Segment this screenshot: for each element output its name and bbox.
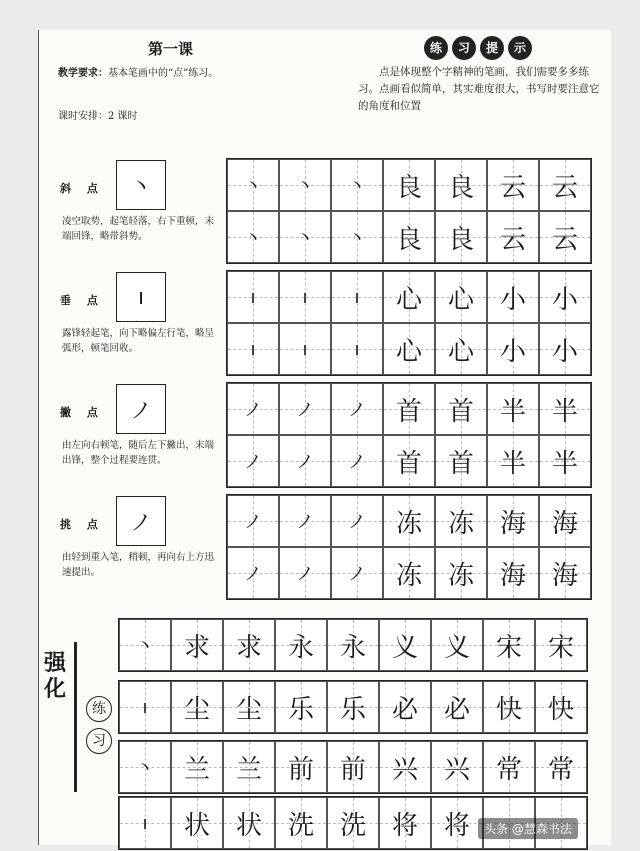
grid-glyph: 宋 [547, 632, 574, 663]
grid-glyph: 永 [287, 632, 314, 663]
grid-cell [379, 681, 431, 733]
grid-cell [279, 495, 331, 547]
grid-cell [383, 383, 435, 435]
grid-cell [435, 495, 487, 547]
grid-glyph: 心 [395, 336, 422, 367]
grid-glyph: 将 [443, 810, 470, 841]
grid-glyph: ı [250, 286, 256, 308]
grid-cell [331, 383, 383, 435]
stroke-description: 露锋轻起笔，向下略偏左行笔，略呈弧形，顿笔回收。 [62, 328, 215, 354]
stroke-sample-box: 丶 [116, 160, 166, 210]
grid-cell [431, 797, 483, 849]
grid-glyph: ノ [296, 400, 314, 421]
grid-glyph: 良 [447, 172, 474, 203]
grid-glyph: ノ [348, 452, 366, 473]
grid-glyph: 海 [551, 508, 578, 539]
stroke-sample-box: ı [116, 272, 166, 322]
grid-cell [535, 681, 587, 733]
grid-glyph: ノ [296, 512, 314, 533]
grid-glyph: 前 [287, 754, 314, 785]
lesson-title: 第一课 [148, 40, 194, 58]
grid-glyph: 常 [547, 754, 574, 785]
stroke-description: 凌空取势，起笔轻落，右下重顿，末端回锋，略带斜势。 [62, 216, 215, 242]
tip-char: 提 [480, 36, 504, 60]
grid-cell [383, 547, 435, 599]
grid-cell [227, 323, 279, 375]
grid-glyph: 义 [391, 632, 418, 663]
practice-grid [226, 270, 592, 376]
grid-cell [275, 797, 327, 849]
grid-cell [487, 495, 539, 547]
grid-glyph: 快 [547, 694, 574, 725]
grid-cell [275, 741, 327, 793]
grid-cell [539, 211, 591, 263]
grid-cell [487, 211, 539, 263]
grid-glyph: ノ [348, 564, 366, 585]
grid-glyph: 冻 [447, 508, 474, 539]
grid-glyph: 丶 [348, 228, 366, 249]
grid-glyph: 丶 [136, 758, 154, 779]
practice-label-char: 习 [86, 728, 112, 754]
practice-tips-badge [424, 36, 532, 60]
grid-cell [279, 211, 331, 263]
grid-cell [331, 435, 383, 487]
grid-cell [483, 741, 535, 793]
grid-cell [487, 159, 539, 211]
class-schedule: 课时安排：2 课时 [58, 111, 138, 122]
reinforce-grid-row [118, 680, 588, 734]
grid-glyph: 海 [499, 508, 526, 539]
grid-glyph: ı [354, 338, 360, 360]
grid-glyph: ı [142, 812, 148, 834]
grid-cell [383, 211, 435, 263]
practice-tips-text: 点是体现整个字精神的笔画，我们需要多多练习。点画看似简单，其实难度很大，书写时要注意它的角度和位置 [358, 66, 600, 112]
stroke-name: 撇 点 [60, 406, 104, 419]
grid-cell [223, 619, 275, 671]
grid-cell [331, 547, 383, 599]
reinforce-grid-row [118, 740, 588, 794]
grid-glyph: 丶 [244, 228, 262, 249]
grid-cell [435, 159, 487, 211]
grid-glyph: 洗 [287, 810, 314, 841]
grid-glyph: ノ [244, 452, 262, 473]
grid-cell [327, 619, 379, 671]
grid-glyph: 良 [395, 172, 422, 203]
grid-cell [171, 619, 223, 671]
grid-glyph: 丶 [296, 176, 314, 197]
teaching-requirement [58, 64, 218, 79]
grid-glyph: 半 [551, 396, 578, 427]
grid-cell [487, 547, 539, 599]
grid-cell [223, 741, 275, 793]
practice-grid [226, 158, 592, 264]
grid-cell [223, 681, 275, 733]
grid-cell [379, 619, 431, 671]
grid-cell [435, 435, 487, 487]
grid-glyph: ı [302, 338, 308, 360]
grid-cell [431, 619, 483, 671]
grid-glyph: 求 [235, 632, 262, 663]
grid-glyph: 云 [499, 172, 526, 203]
stroke-sample-box: ノ [116, 496, 166, 546]
grid-cell [435, 323, 487, 375]
grid-cell [279, 383, 331, 435]
grid-glyph: 丶 [136, 636, 154, 657]
grid-glyph: ノ [244, 400, 262, 421]
grid-glyph: 心 [395, 284, 422, 315]
grid-glyph: 半 [499, 448, 526, 479]
grid-cell [483, 681, 535, 733]
grid-cell [383, 435, 435, 487]
grid-glyph: ı [354, 286, 360, 308]
grid-cell [383, 159, 435, 211]
grid-cell [331, 271, 383, 323]
grid-cell [171, 741, 223, 793]
grid-glyph: ノ [348, 512, 366, 533]
grid-glyph: ノ [296, 564, 314, 585]
grid-cell [227, 211, 279, 263]
grid-glyph: 海 [551, 560, 578, 591]
grid-glyph: 良 [447, 224, 474, 255]
grid-glyph: 首 [395, 448, 422, 479]
grid-glyph: ノ [244, 564, 262, 585]
grid-glyph: 乐 [339, 694, 366, 725]
grid-cell [539, 383, 591, 435]
grid-glyph: 必 [443, 694, 470, 725]
tip-char: 练 [424, 36, 448, 60]
grid-glyph: 冻 [395, 508, 422, 539]
grid-glyph: 快 [495, 694, 522, 725]
grid-cell [227, 495, 279, 547]
grid-glyph: 冻 [447, 560, 474, 591]
grid-glyph: 小 [499, 284, 526, 315]
grid-glyph: 乐 [287, 694, 314, 725]
grid-glyph: 兴 [391, 754, 418, 785]
grid-glyph: 将 [391, 810, 418, 841]
grid-cell [487, 435, 539, 487]
grid-cell [331, 211, 383, 263]
grid-glyph: 宋 [495, 632, 522, 663]
tip-char: 习 [452, 36, 476, 60]
grid-cell [327, 681, 379, 733]
grid-glyph: 半 [499, 396, 526, 427]
practice-grid [226, 494, 592, 600]
tip-char: 示 [508, 36, 532, 60]
watermark: 头条 @慧森书法 [478, 818, 578, 839]
grid-cell [539, 159, 591, 211]
grid-cell [535, 619, 587, 671]
grid-cell [435, 383, 487, 435]
grid-glyph: 兰 [235, 754, 262, 785]
grid-glyph: 首 [395, 396, 422, 427]
practice-label-char: 练 [86, 696, 112, 722]
grid-glyph: 必 [391, 694, 418, 725]
grid-cell [279, 271, 331, 323]
grid-cell [279, 159, 331, 211]
grid-cell [279, 435, 331, 487]
grid-cell [279, 547, 331, 599]
grid-cell [539, 435, 591, 487]
grid-cell [119, 797, 171, 849]
grid-cell [119, 681, 171, 733]
grid-glyph: 常 [495, 754, 522, 785]
stroke-description: 由轻到重入笔，稍顿，再向右上方迅速提出。 [62, 552, 215, 578]
grid-glyph: ノ [296, 452, 314, 473]
grid-glyph: 状 [235, 810, 262, 841]
grid-cell [171, 797, 223, 849]
grid-cell [539, 495, 591, 547]
grid-glyph: 半 [551, 448, 578, 479]
grid-cell [539, 323, 591, 375]
reinforce-grid-row [118, 618, 588, 672]
grid-cell [483, 619, 535, 671]
grid-cell [535, 741, 587, 793]
grid-cell [327, 797, 379, 849]
grid-cell [435, 211, 487, 263]
grid-cell [331, 323, 383, 375]
divider-line [74, 642, 77, 792]
grid-glyph: 小 [499, 336, 526, 367]
grid-glyph: 丶 [296, 228, 314, 249]
grid-cell [487, 383, 539, 435]
grid-cell [435, 271, 487, 323]
stroke-description: 由左向右顿笔，随后左下撇出，末端出锋，整个过程要连贯。 [62, 440, 215, 466]
requirement-text: 基本笔画中的“点”练习。 [108, 68, 219, 79]
practice-label [86, 696, 114, 760]
grid-cell [539, 271, 591, 323]
grid-glyph: 丶 [348, 176, 366, 197]
grid-cell [379, 797, 431, 849]
reinforce-label: 强化 [44, 650, 67, 702]
grid-cell [275, 681, 327, 733]
grid-glyph: 义 [443, 632, 470, 663]
grid-glyph: 心 [447, 336, 474, 367]
grid-cell [119, 619, 171, 671]
grid-glyph: ノ [244, 512, 262, 533]
grid-glyph: 良 [395, 224, 422, 255]
grid-glyph: 云 [551, 224, 578, 255]
grid-cell [431, 741, 483, 793]
grid-glyph: ı [250, 338, 256, 360]
grid-cell [119, 741, 171, 793]
grid-glyph: 首 [447, 448, 474, 479]
grid-cell [383, 323, 435, 375]
grid-cell [435, 547, 487, 599]
grid-cell [331, 495, 383, 547]
grid-glyph: 首 [447, 396, 474, 427]
grid-glyph: 小 [551, 284, 578, 315]
grid-cell [431, 681, 483, 733]
grid-cell [383, 271, 435, 323]
grid-glyph: 尘 [235, 694, 262, 725]
grid-glyph: ノ [348, 400, 366, 421]
grid-cell [327, 741, 379, 793]
grid-cell [539, 547, 591, 599]
grid-glyph: ı [302, 286, 308, 308]
grid-cell [223, 797, 275, 849]
grid-cell [487, 323, 539, 375]
stroke-name: 垂 点 [60, 294, 104, 307]
grid-glyph: ı [142, 696, 148, 718]
grid-glyph: 云 [551, 172, 578, 203]
requirement-label: 教学要求： [58, 68, 108, 79]
grid-glyph: 海 [499, 560, 526, 591]
grid-cell [275, 619, 327, 671]
grid-cell [171, 681, 223, 733]
grid-glyph: 兰 [183, 754, 210, 785]
practice-grid [226, 382, 592, 488]
grid-cell [331, 159, 383, 211]
grid-glyph: 丶 [244, 176, 262, 197]
grid-glyph: 前 [339, 754, 366, 785]
grid-glyph: 云 [499, 224, 526, 255]
grid-cell [383, 495, 435, 547]
grid-glyph: 小 [551, 336, 578, 367]
grid-glyph: 求 [183, 632, 210, 663]
grid-glyph: 永 [339, 632, 366, 663]
grid-cell [227, 435, 279, 487]
grid-cell [227, 383, 279, 435]
grid-cell [227, 547, 279, 599]
stroke-sample-box: ノ [116, 384, 166, 434]
grid-cell [227, 159, 279, 211]
grid-cell [379, 741, 431, 793]
grid-glyph: 冻 [395, 560, 422, 591]
grid-glyph: 心 [447, 284, 474, 315]
grid-glyph: 状 [183, 810, 210, 841]
grid-cell [279, 323, 331, 375]
stroke-name: 斜 点 [60, 182, 104, 195]
grid-glyph: 兴 [443, 754, 470, 785]
grid-cell [487, 271, 539, 323]
grid-glyph: 尘 [183, 694, 210, 725]
stroke-name: 挑 点 [60, 518, 104, 531]
grid-glyph: 洗 [339, 810, 366, 841]
grid-cell [227, 271, 279, 323]
